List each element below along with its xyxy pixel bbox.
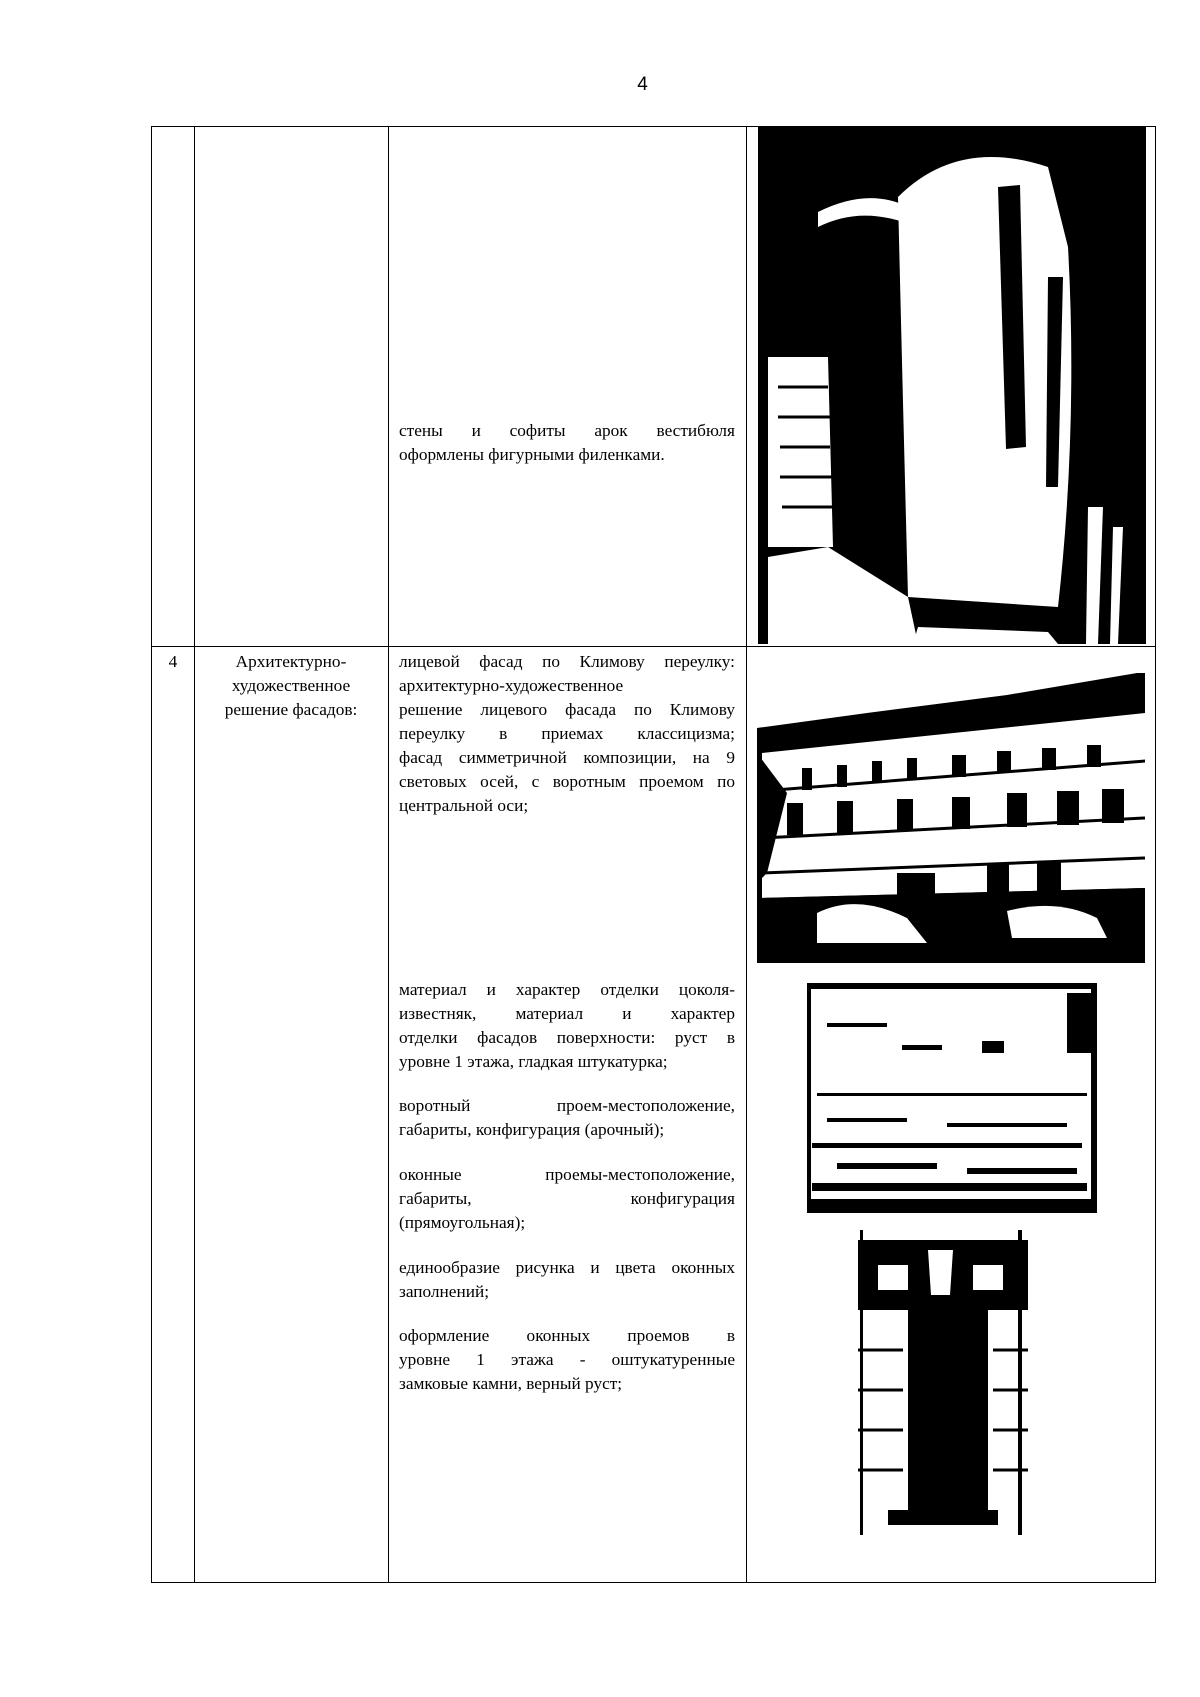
uniformity-text-line: заполнений; bbox=[399, 1282, 490, 1301]
facade-text-line: световых осей, с воротным проемом по bbox=[399, 772, 735, 791]
subject-line: Архитектурно- bbox=[235, 652, 347, 671]
vestibule-text-line: оформлены фигурными филенками. bbox=[399, 445, 665, 464]
vestibule-arches-photo bbox=[758, 127, 1146, 644]
decor-text-line: замковые камни, верный руст; bbox=[399, 1374, 623, 1393]
column-divider bbox=[194, 126, 195, 1583]
material-text-line: материал и характер отделки цоколя- bbox=[399, 980, 735, 999]
window-text-line: оконные проемы-местоположение, bbox=[399, 1165, 735, 1184]
table-border-right bbox=[1155, 126, 1156, 1583]
decor-text-line: уровне 1 этажа - оштукатуренные bbox=[399, 1350, 735, 1369]
table-border-left bbox=[151, 126, 152, 1583]
facade-text-line: фасад симметричной композиции, на 9 bbox=[399, 748, 735, 767]
window-text-line: габариты, конфигурация bbox=[399, 1189, 735, 1208]
facade-text-line: центральной оси; bbox=[399, 796, 529, 815]
material-text-line: известняк, материал и характер bbox=[399, 1004, 735, 1023]
row-divider bbox=[151, 646, 1156, 647]
plinth-rustication-photo bbox=[807, 983, 1097, 1213]
facade-text-line: архитектурно-художественное bbox=[399, 676, 624, 695]
column-divider bbox=[388, 126, 389, 1583]
gate-text-line: габариты, конфигурация (арочный); bbox=[399, 1120, 665, 1139]
subject-line: художественное bbox=[231, 676, 351, 695]
facade-text-line: решение лицевого фасада по Климову bbox=[399, 700, 735, 719]
window-text-line: (прямоугольная); bbox=[399, 1213, 526, 1232]
facade-text-line: переулку в приемах классицизма; bbox=[399, 724, 735, 743]
vestibule-text-line: стены и софиты арок вестибюля bbox=[399, 421, 735, 440]
subject-line: решение фасадов: bbox=[224, 700, 358, 719]
facade-text-line: лицевой фасад по Климову переулку: bbox=[399, 652, 735, 671]
material-text-line: отделки фасадов поверхности: руст в bbox=[399, 1028, 735, 1047]
column-divider bbox=[746, 126, 747, 1583]
decor-text-line: оформление оконных проемов в bbox=[399, 1326, 735, 1345]
page-number: 4 bbox=[637, 74, 648, 95]
material-text-line: уровне 1 этажа, гладкая штукатурка; bbox=[399, 1052, 668, 1071]
gate-text-line: воротный проем-местоположение, bbox=[399, 1096, 735, 1115]
window-keystone-photo bbox=[858, 1230, 1028, 1535]
table-border-bottom bbox=[151, 1582, 1156, 1583]
uniformity-text-line: единообразие рисунка и цвета оконных bbox=[399, 1258, 735, 1277]
row-number: 4 bbox=[168, 652, 178, 671]
street-facade-photo bbox=[757, 673, 1145, 963]
